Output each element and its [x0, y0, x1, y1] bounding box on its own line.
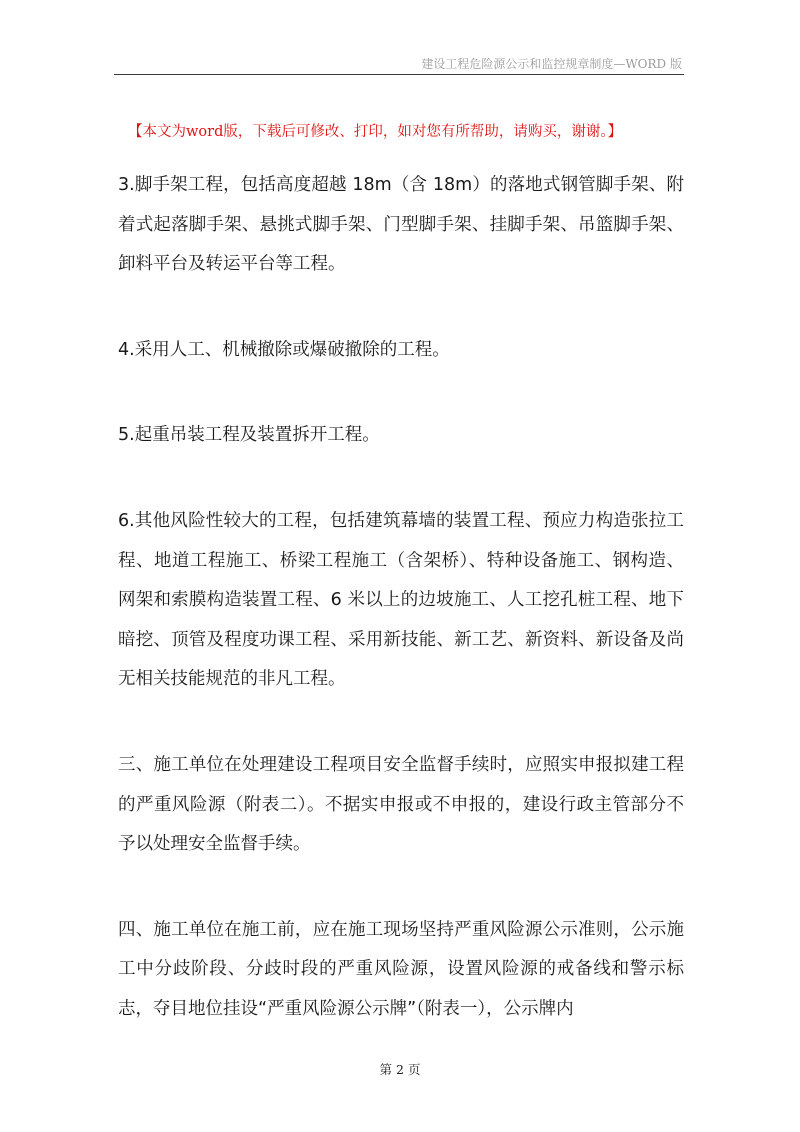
header-divider [114, 74, 684, 75]
paragraph-section-three: 三、施工单位在处理建设工程项目安全监督手续时，应照实申报拟建工程的严重风险源（附表二）。不据实申报或不申报的，建设行政主管部分不予以处理安全监督手续。 [118, 754, 684, 855]
running-header-title: 建设工程危险源公示和监控规章制度—WORD 版 [421, 57, 682, 71]
page-number: 第 2 页 [379, 1062, 421, 1077]
paragraph-other-risks: 6.其他风险性较大的工程，包括建筑幕墙的装置工程、预应力构造张拉工程、地道工程施工、桥梁工程施工（含架桥）、特种设备施工、钢构造、网架和索膜构造装置工程、6 米以上的边坡施工、人工挖孔桩工程、地下暗挖、顶管及程度功课工程、采用新技能、新工艺、新资料、新设备及尚无相关技能规范的非凡工程。 [118, 510, 684, 690]
download-notice: 【本文为word版，下载后可修改、打印，如对您有所帮助，请购买，谢谢。】 [128, 124, 623, 140]
paragraph-section-four: 四、施工单位在施工前，应在施工现场坚持严重风险源公示准则，公示施工中分歧阶段、分歧时段的严重风险源，设置风险源的戒备线和警示标志，夺目地位挂设“严重风险源公示牌”（附表一），公示牌内 [118, 919, 684, 1019]
paragraph-hoisting: 5.起重吊装工程及装置拆开工程。 [118, 425, 380, 446]
document-body [118, 166, 684, 1030]
paragraph-scaffolding: 3.脚手架工程，包括高度超越 18m（含 18m）的落地式钢管脚手架、附着式起落脚手架、悬挑式脚手架、门型脚手架、挂脚手架、吊篮脚手架、卸料平台及转运平台等工程。 [118, 175, 684, 275]
paragraph-demolition: 4.采用人工、机械撤除或爆破撤除的工程。 [118, 339, 450, 360]
